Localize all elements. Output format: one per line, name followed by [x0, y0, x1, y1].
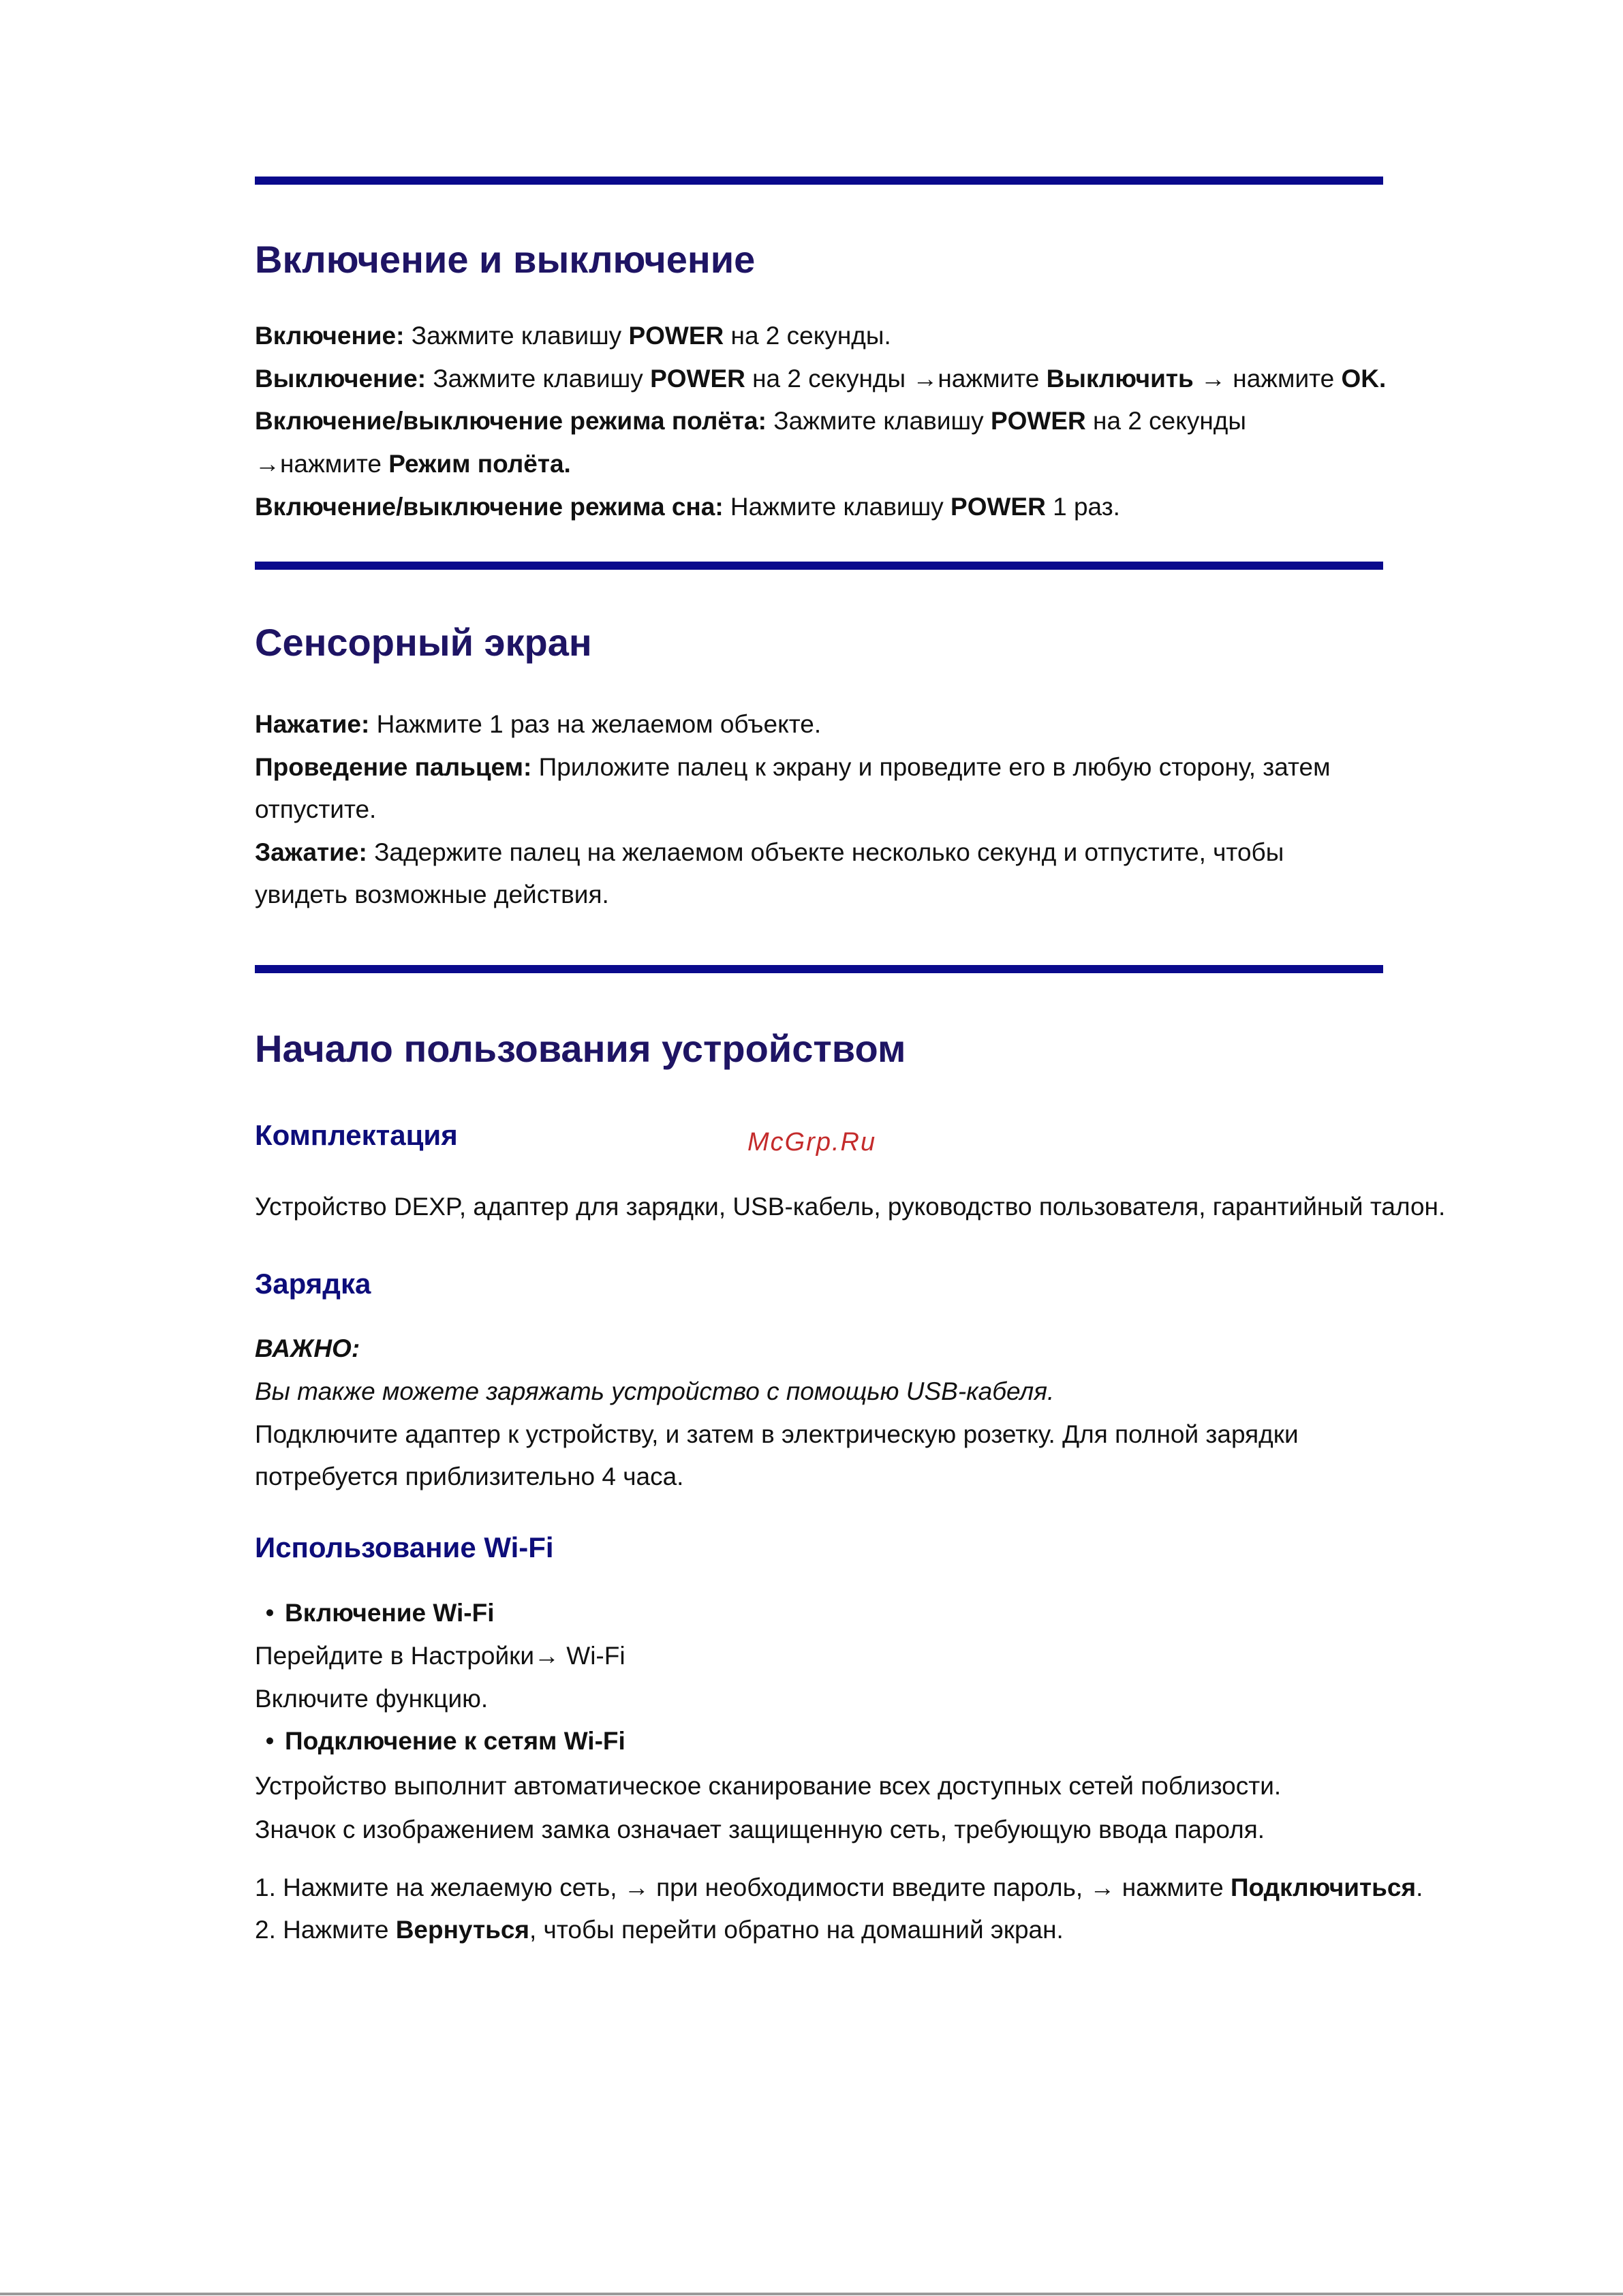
wifi-step-1: 1. Нажмите на желаемую сеть, → при необходимости введите пароль, → нажмите Подключиться. [255, 1873, 1423, 1901]
sleep-mode-line: Включение/выключение режима сна: Нажмите клавишу POWER 1 раз. [255, 493, 1120, 521]
bullet-icon: • [265, 1727, 275, 1755]
wifi-step-2: 2. Нажмите Вернуться, чтобы перейти обратно на домашний экран. [255, 1916, 1064, 1944]
subtitle-package: Комплектация [255, 1119, 458, 1151]
section-divider [255, 177, 1383, 185]
package-contents: Устройство DEXP, адаптер для зарядки, USB-кабель, руководство пользователя, гарантийный талон. [255, 1193, 1446, 1221]
airplane-mode-line: Включение/выключение режима полёта: Зажмите клавишу POWER на 2 секунды [255, 407, 1246, 435]
swipe-line-cont: отпустите. [255, 795, 377, 823]
arrow-right-icon: → [255, 450, 280, 478]
page-bottom-edge [0, 2293, 1623, 2295]
section-title-touchscreen: Сенсорный экран [255, 621, 592, 664]
wifi-enable-heading: • Включение Wi-Fi [255, 1596, 494, 1630]
power-on-line: Включение: Зажмите клавишу POWER на 2 секунды. [255, 322, 891, 350]
wifi-scan-text: Устройство выполнит автоматическое сканирование всех доступных сетей поблизости. [255, 1772, 1282, 1800]
subtitle-charging: Зарядка [255, 1268, 371, 1300]
arrow-right-icon: → [1193, 365, 1233, 393]
bullet-icon: • [265, 1599, 275, 1627]
airplane-mode-line-cont: →нажмите Режим полёта. [255, 450, 571, 478]
arrow-right-icon: → [912, 365, 938, 393]
watermark: McGrp.Ru [747, 1128, 877, 1157]
hold-line: Зажатие: Задержите палец на желаемом объекте несколько секунд и отпустите, чтобы [255, 838, 1284, 866]
important-label: ВАЖНО: [255, 1334, 360, 1362]
charging-text: Подключите адаптер к устройству, и затем в электрическую розетку. Для полной зарядки [255, 1420, 1299, 1448]
section-title-getting-started: Начало пользования устройством [255, 1027, 906, 1070]
section-title-power: Включение и выключение [255, 238, 756, 281]
section-divider [255, 562, 1383, 570]
important-text: Вы также можете заряжать устройство с помощью USB-кабеля. [255, 1377, 1055, 1405]
charging-text-cont: потребуется приблизительно 4 часа. [255, 1463, 684, 1490]
wifi-connect-heading: • Подключение к сетям Wi-Fi [255, 1724, 625, 1758]
subtitle-wifi: Использование Wi-Fi [255, 1531, 554, 1563]
wifi-lock-text: Значок с изображением замка означает защищенную сеть, требующую ввода пароля. [255, 1816, 1265, 1843]
wifi-enable-step2: Включите функцию. [255, 1685, 489, 1713]
section-divider [255, 965, 1383, 973]
tap-line: Нажатие: Нажмите 1 раз на желаемом объекте. [255, 710, 822, 738]
hold-line-cont: увидеть возможные действия. [255, 881, 609, 908]
power-off-line: Выключение: Зажмите клавишу POWER на 2 секунды →нажмите Выключить → нажмите OK. [255, 365, 1387, 393]
swipe-line: Проведение пальцем: Приложите палец к экрану и проведите его в любую сторону, затем [255, 753, 1331, 781]
wifi-enable-step1: Перейдите в Настройки→ Wi-Fi [255, 1642, 625, 1670]
